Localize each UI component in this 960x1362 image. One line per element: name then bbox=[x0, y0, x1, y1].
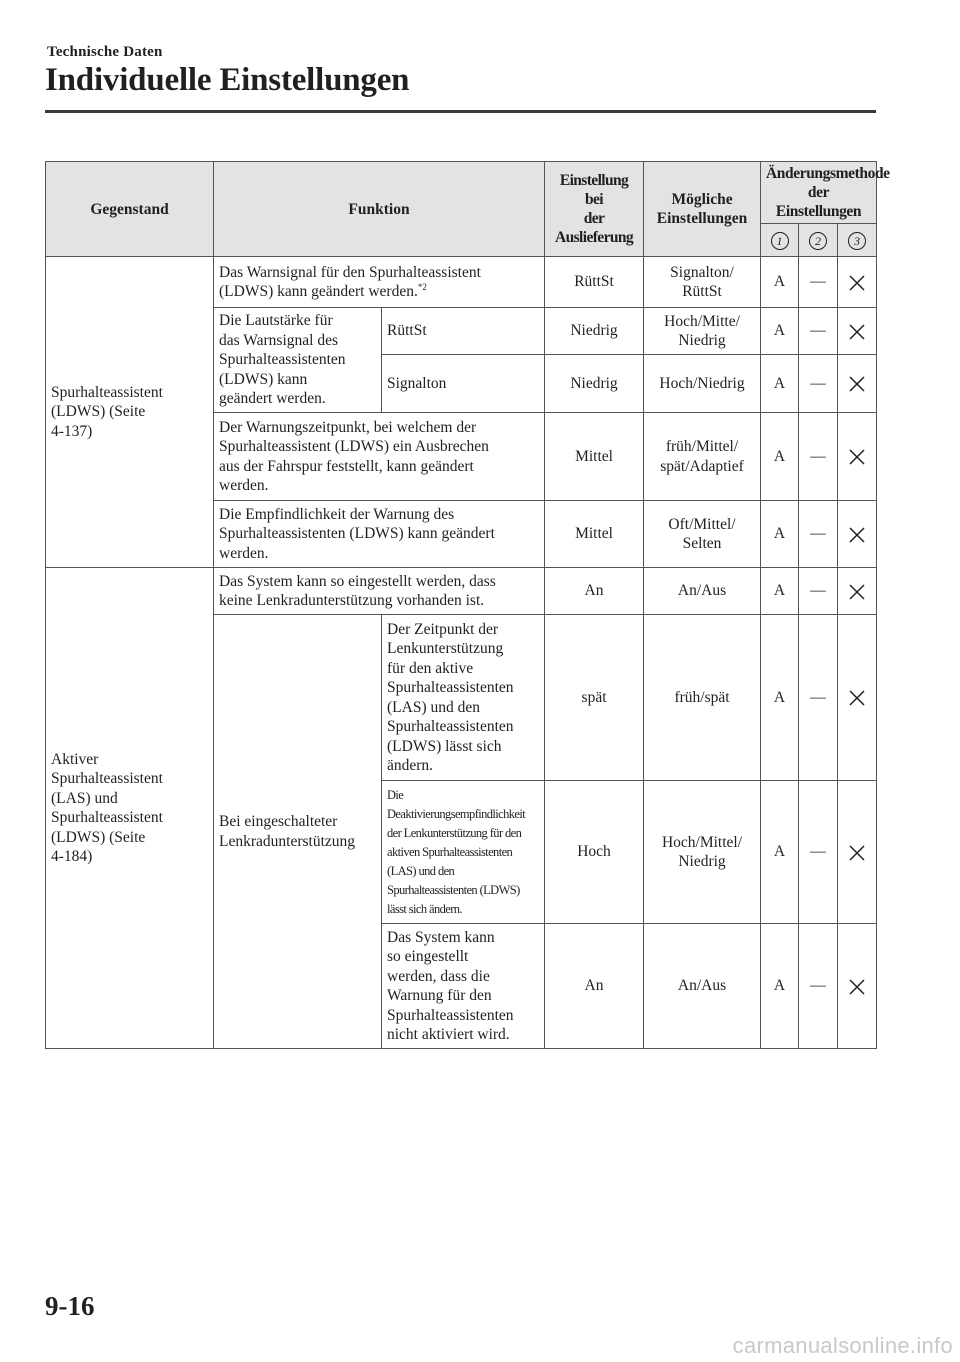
method-3-cell bbox=[838, 257, 877, 308]
header-method-3 bbox=[838, 224, 877, 257]
options-cell: früh/Mittel/ spät/Adaptief bbox=[644, 413, 761, 501]
cross-icon bbox=[848, 689, 866, 707]
default-cell: Niedrig bbox=[545, 355, 644, 413]
default-cell: Hoch bbox=[545, 781, 644, 924]
cross-icon bbox=[848, 274, 866, 292]
title-divider bbox=[45, 110, 876, 113]
method-3-cell bbox=[838, 501, 877, 568]
default-cell: Mittel bbox=[545, 413, 644, 501]
method-3-cell bbox=[838, 355, 877, 413]
sub-function-cell: Der Zeitpunkt der Lenkunterstützung für den aktive Spurhalteassistenten (LAS) und den Spurhalteassistenten (LDWS) lässt sich ändern. bbox=[382, 615, 545, 781]
header-einstellung-auslieferung: Einstellung bei der Auslieferung bbox=[545, 162, 644, 257]
options-cell: Hoch/Mitte/ Niedrig bbox=[644, 308, 761, 355]
cross-icon bbox=[848, 978, 866, 996]
method-3-cell bbox=[838, 781, 877, 924]
header-method-1 bbox=[761, 224, 799, 257]
method-1-cell: A bbox=[761, 308, 799, 355]
method-1-cell: A bbox=[761, 615, 799, 781]
method-2-cell: — bbox=[799, 308, 838, 355]
method-2-cell: — bbox=[799, 413, 838, 501]
options-cell: An/Aus bbox=[644, 924, 761, 1049]
page-title: Individuelle Einstellungen bbox=[45, 62, 410, 98]
method-3-cell bbox=[838, 924, 877, 1049]
method-2-cell: — bbox=[799, 781, 838, 924]
header-gegenstand: Gegenstand bbox=[46, 162, 214, 257]
header-moegliche-einstellungen: Mögliche Einstellungen bbox=[644, 162, 761, 257]
item-ldws: Spurhalteassistent (LDWS) (Seite 4-137) bbox=[46, 257, 214, 568]
function-cell: Die Empfindlichkeit der Warnung des Spurhalteassistenten (LDWS) kann geändert werden. bbox=[214, 501, 545, 568]
function-cell: Das System kann so eingestellt werden, dass keine Lenkradunterstützung vorhanden ist. bbox=[214, 568, 545, 615]
function-cell: Bei eingeschalteter Lenkradunterstützung bbox=[214, 615, 382, 1049]
method-2-cell: — bbox=[799, 257, 838, 308]
options-cell: früh/spät bbox=[644, 615, 761, 781]
method-1-cell: A bbox=[761, 501, 799, 568]
circled-number-1-icon: 1 bbox=[771, 232, 789, 250]
settings-table bbox=[45, 161, 890, 1049]
method-1-cell: A bbox=[761, 257, 799, 308]
circled-number-3-icon: 3 bbox=[848, 232, 866, 250]
default-cell: An bbox=[545, 924, 644, 1049]
default-cell: RüttSt bbox=[545, 257, 644, 308]
method-2-cell: — bbox=[799, 615, 838, 781]
watermark: carmanualsonline.info bbox=[732, 1333, 953, 1358]
cross-icon bbox=[848, 844, 866, 862]
default-cell: Niedrig bbox=[545, 308, 644, 355]
table-row bbox=[46, 257, 877, 308]
cross-icon bbox=[848, 323, 866, 341]
default-cell: Mittel bbox=[545, 501, 644, 568]
function-cell: Die Lautstärke für das Warnsignal des Spurhalteassistenten (LDWS) kann geändert werden. bbox=[214, 308, 382, 413]
options-cell: An/Aus bbox=[644, 568, 761, 615]
item-las: Aktiver Spurhalteassistent (LAS) und Spurhalteassistent (LDWS) (Seite 4-184) bbox=[46, 568, 214, 1049]
default-cell: An bbox=[545, 568, 644, 615]
header-funktion: Funktion bbox=[214, 162, 545, 257]
method-3-cell bbox=[838, 615, 877, 781]
footnote-marker: *2 bbox=[417, 282, 427, 292]
method-2-cell: — bbox=[799, 501, 838, 568]
table-row bbox=[46, 568, 877, 615]
cross-icon bbox=[848, 526, 866, 544]
sub-function-cell: Die Deaktivierungsempfindlichkeit der Lenkunterstützung für den aktiven Spurhalteassistenten (LAS) und den Spurhalteassistenten (LDWS) lässt sich ändern. bbox=[382, 781, 545, 924]
sub-function-cell: Signalton bbox=[382, 355, 545, 413]
method-1-cell: A bbox=[761, 413, 799, 501]
method-2-cell: — bbox=[799, 355, 838, 413]
method-2-cell: — bbox=[799, 568, 838, 615]
method-1-cell: A bbox=[761, 355, 799, 413]
function-cell: Der Warnungszeitpunkt, bei welchem der Spurhalteassistent (LDWS) ein Ausbrechen aus der Fahrspur feststellt, kann geändert werden. bbox=[214, 413, 545, 501]
default-cell: spät bbox=[545, 615, 644, 781]
header-aenderungsmethode: Änderungsmethode der Einstellungen bbox=[761, 162, 877, 224]
cross-icon bbox=[848, 583, 866, 601]
options-cell: Signalton/ RüttSt bbox=[644, 257, 761, 308]
page-number: 9-16 bbox=[45, 1291, 95, 1321]
section-label: Technische Daten bbox=[47, 44, 163, 60]
header-method-2 bbox=[799, 224, 838, 257]
options-cell: Hoch/Niedrig bbox=[644, 355, 761, 413]
method-3-cell bbox=[838, 413, 877, 501]
circled-number-2-icon: 2 bbox=[809, 232, 827, 250]
sub-function-cell: RüttSt bbox=[382, 308, 545, 355]
cross-icon bbox=[848, 448, 866, 466]
method-3-cell bbox=[838, 568, 877, 615]
function-cell: Das Warnsignal für den Spurhalteassistent (LDWS) kann geändert werden.$^{*2}$ bbox=[214, 257, 545, 308]
method-1-cell: A bbox=[761, 568, 799, 615]
method-3-cell bbox=[838, 308, 877, 355]
method-2-cell: — bbox=[799, 924, 838, 1049]
options-cell: Oft/Mittel/ Selten bbox=[644, 501, 761, 568]
cross-icon bbox=[848, 375, 866, 393]
method-1-cell: A bbox=[761, 924, 799, 1049]
options-cell: Hoch/Mittel/ Niedrig bbox=[644, 781, 761, 924]
method-1-cell: A bbox=[761, 781, 799, 924]
sub-function-cell: Das System kann so eingestellt werden, dass die Warnung für den Spurhalteassistenten nicht aktiviert wird. bbox=[382, 924, 545, 1049]
